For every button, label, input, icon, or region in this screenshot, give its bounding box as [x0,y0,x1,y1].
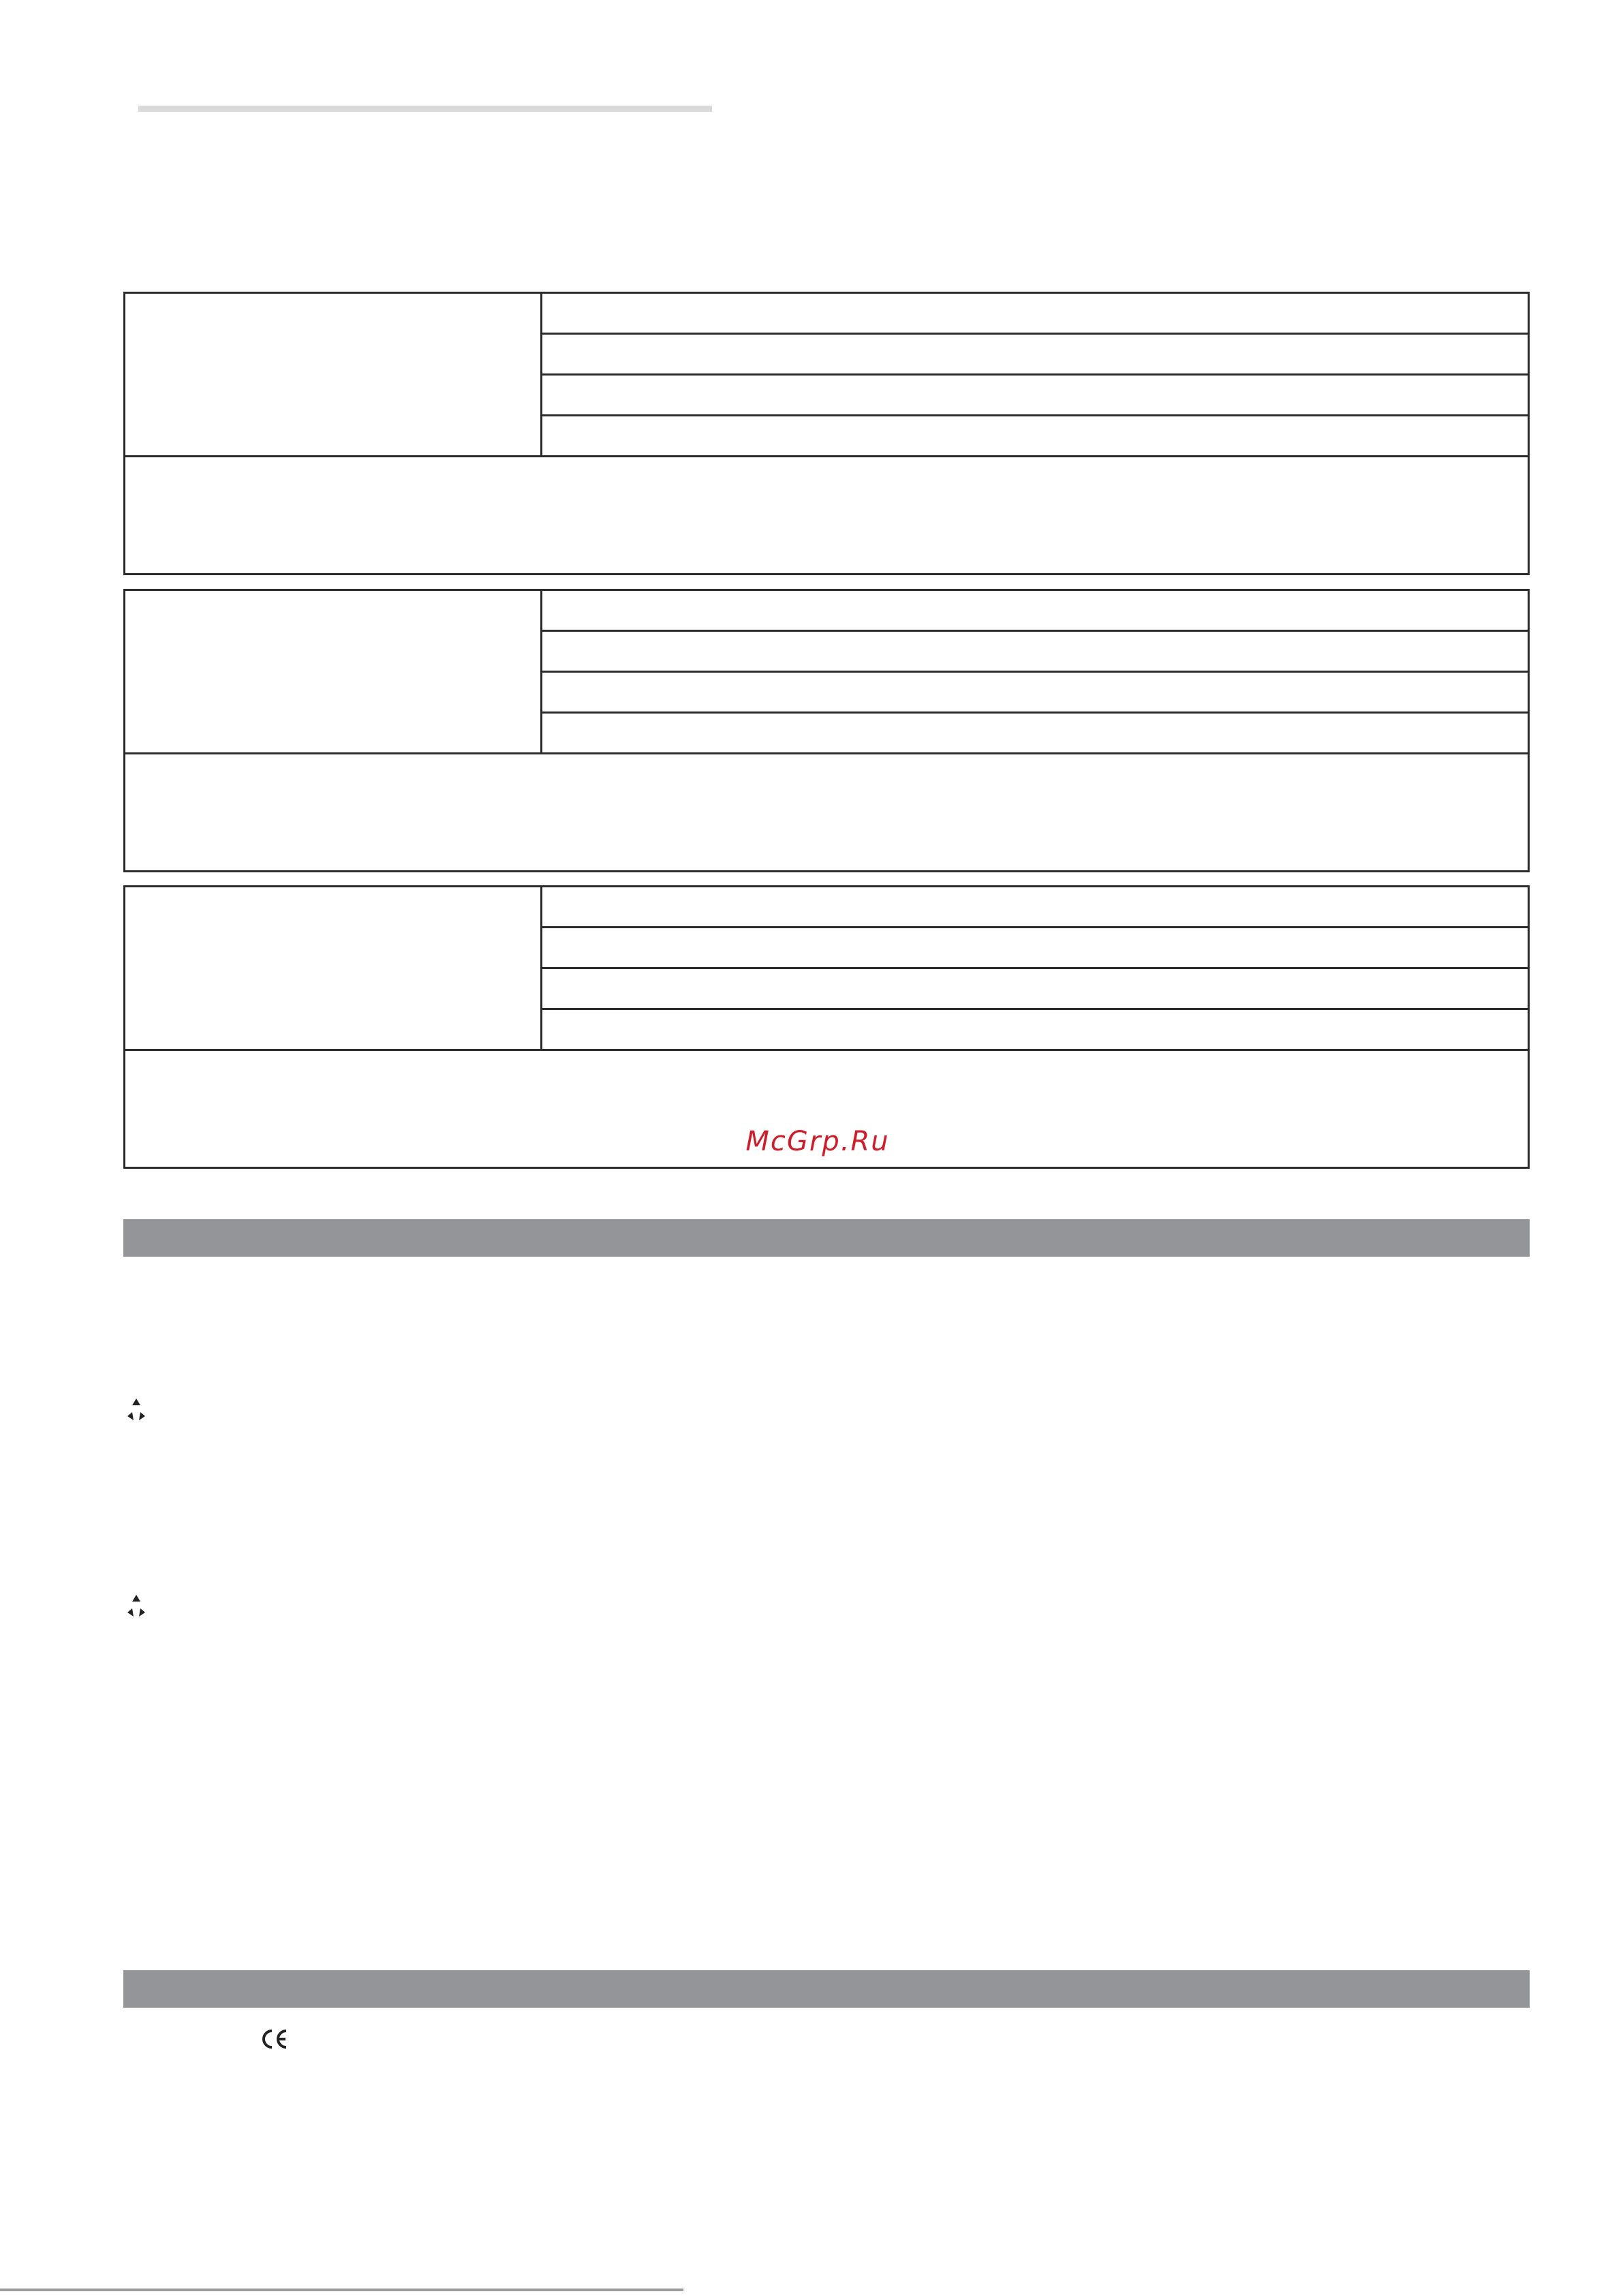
footer-rule [0,2289,683,2291]
watermark-text: McGrp.Ru [745,1126,890,1157]
spec-table-2 [123,589,1530,872]
spec-row [542,416,1528,457]
spec-table-1 [123,292,1530,575]
spec-row [542,294,1528,335]
spec-table-label-cell [125,294,542,457]
spec-row [542,928,1528,969]
spec-row [542,335,1528,376]
recycle-icon [123,1592,150,1619]
spec-table-rows [542,591,1528,754]
spec-row [542,376,1528,416]
spec-table-label-cell [125,591,542,754]
header-rule [138,106,712,112]
ce-mark-icon [260,2028,289,2050]
spec-table-rows [542,887,1528,1051]
spec-row [542,673,1528,714]
spec-row [542,1010,1528,1051]
spec-row [542,632,1528,673]
spec-table-note [125,754,1528,870]
spec-row [542,591,1528,632]
spec-row [542,887,1528,928]
section-bar-1 [123,1219,1530,1257]
spec-row [542,714,1528,754]
spec-table-label-cell [125,887,542,1051]
recycle-icon [123,1396,150,1423]
section-bar-2 [123,1970,1530,2008]
spec-table-note [125,457,1528,573]
spec-table-rows [542,294,1528,457]
spec-row [542,969,1528,1010]
